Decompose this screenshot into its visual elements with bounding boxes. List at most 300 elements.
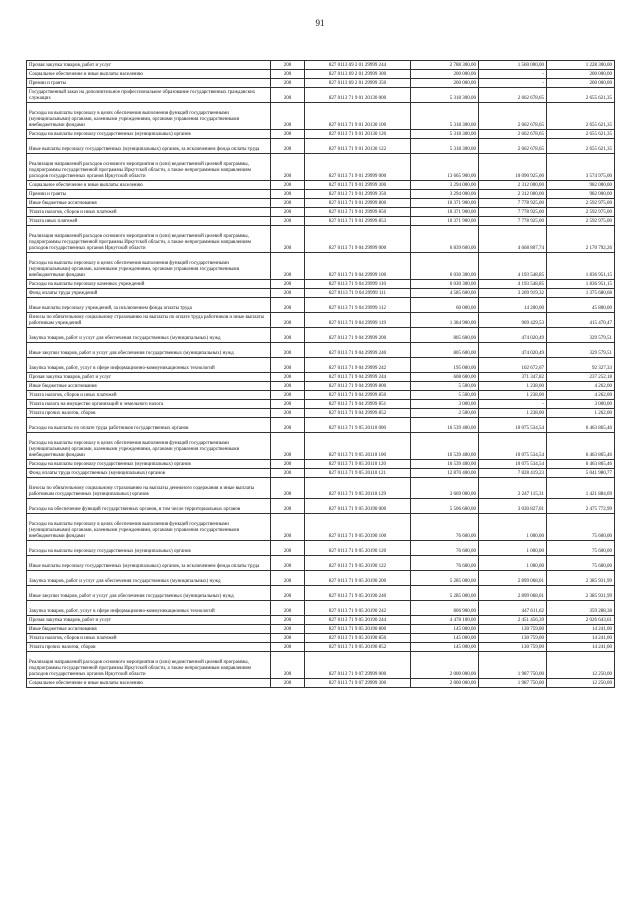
row-executed: 102 672,67 — [479, 358, 547, 373]
row-approved: 195 000,00 — [411, 358, 479, 373]
row-executed: 1 000,00 — [479, 541, 547, 556]
row-executed: 130 759,00 — [479, 625, 547, 634]
row-budget-code: 827 0113 71 9 05 20190 122 — [305, 556, 411, 571]
row-line-code: 200 — [271, 70, 305, 79]
row-line-code: 200 — [271, 616, 305, 625]
table-row — [27, 391, 615, 400]
row-unexecuted: 5 041 980,77 — [547, 469, 615, 478]
row-executed: 2 662 678,65 — [479, 88, 547, 103]
table-row — [27, 499, 615, 514]
row-description: Расходы на выплаты персоналу государственных (муниципальных) органов — [27, 541, 271, 556]
table-row — [27, 139, 615, 154]
table-row — [27, 460, 615, 469]
page-number: 91 — [315, 18, 325, 28]
table-row — [27, 556, 615, 571]
row-unexecuted: 6 463 865,46 — [547, 418, 615, 433]
row-line-code: 200 — [271, 298, 305, 313]
row-line-code: 200 — [271, 556, 305, 571]
row-executed: 1 987 750,00 — [479, 679, 547, 688]
row-description: Иные бюджетные ассигнования — [27, 382, 271, 391]
row-budget-code: 827 0113 71 9 05 20190 852 — [305, 643, 411, 652]
row-line-code: 200 — [271, 391, 305, 400]
table-row — [27, 358, 615, 373]
row-unexecuted: 2 655 621,35 — [547, 139, 615, 154]
table-row — [27, 586, 615, 601]
row-line-code: 200 — [271, 400, 305, 409]
row-approved: 145 000,00 — [411, 643, 479, 652]
row-budget-code: 827 0113 71 9 05 20190 240 — [305, 586, 411, 601]
row-executed: 1 238,00 — [479, 391, 547, 400]
row-line-code: 200 — [271, 190, 305, 199]
table-row — [27, 433, 615, 460]
row-line-code: 200 — [271, 571, 305, 586]
row-approved: 10 371 900,00 — [411, 208, 479, 217]
row-approved: 4 478 100,00 — [411, 616, 479, 625]
row-approved: 145 000,00 — [411, 634, 479, 643]
row-unexecuted: 2 655 621,35 — [547, 103, 615, 130]
row-approved: 6 030 300,00 — [411, 280, 479, 289]
row-executed: 2 662 678,65 — [479, 130, 547, 139]
row-budget-code: 827 0113 71 9 04 29999 110 — [305, 280, 411, 289]
table-row — [27, 130, 615, 139]
row-executed: 4 668 807,74 — [479, 226, 547, 253]
row-approved: 1 384 900,00 — [411, 313, 479, 328]
row-budget-code: 827 0113 71 9 07 29999 000 — [305, 652, 411, 679]
table-row — [27, 328, 615, 343]
row-executed: 2 662 678,65 — [479, 139, 547, 154]
row-line-code: 200 — [271, 253, 305, 280]
table-row — [27, 199, 615, 208]
table-row — [27, 70, 615, 79]
row-executed: 10 075 534,54 — [479, 433, 547, 460]
row-description: Уплата налогов, сборов и иных платежей — [27, 208, 271, 217]
row-description: Социальное обеспечение и иные выплаты населению — [27, 679, 271, 688]
row-approved: 5 318 300,00 — [411, 88, 479, 103]
row-executed: - — [479, 400, 547, 409]
row-approved: 2 000 000,00 — [411, 679, 479, 688]
row-approved: 6 030 300,00 — [411, 253, 479, 280]
row-unexecuted: 45 800,00 — [547, 298, 615, 313]
row-budget-code: 827 0113 71 9 01 29999 000 — [305, 154, 411, 181]
row-description: Уплата налога на имущество организаций и земельного налога — [27, 400, 271, 409]
row-line-code: 200 — [271, 601, 305, 616]
row-line-code: 200 — [271, 181, 305, 190]
row-approved: 6 839 600,00 — [411, 226, 479, 253]
table-row — [27, 181, 615, 190]
table-row — [27, 382, 615, 391]
row-executed: 1 000,00 — [479, 556, 547, 571]
table-row — [27, 226, 615, 253]
table-row — [27, 634, 615, 643]
table-row — [27, 541, 615, 556]
row-line-code: 200 — [271, 61, 305, 70]
table-row — [27, 313, 615, 328]
table-row — [27, 103, 615, 130]
row-unexecuted: 329 579,51 — [547, 343, 615, 358]
row-description: Иные выплаты персоналу государственных (муниципальных) органов, за исключением фонда оплаты труда — [27, 139, 271, 154]
row-approved: 60 000,00 — [411, 298, 479, 313]
row-budget-code: 827 0113 71 9 05 20190 244 — [305, 616, 411, 625]
row-executed: 7 778 925,00 — [479, 199, 547, 208]
row-line-code: 200 — [271, 433, 305, 460]
row-description: Уплата налогов, сборов и иных платежей — [27, 634, 271, 643]
table-row — [27, 298, 615, 313]
row-executed: 3 209 919,32 — [479, 289, 547, 298]
row-budget-code: 827 0113 71 9 05 20190 800 — [305, 625, 411, 634]
row-description: Расходы на выплаты персоналу в целях обеспечения выполнения функций государственными (муниципальными) органами, казенными учреждениями, органами управления государственными внебюджетными фондами — [27, 253, 271, 280]
row-budget-code: 827 0113 71 9 01 29999 850 — [305, 208, 411, 217]
row-line-code: 200 — [271, 199, 305, 208]
row-line-code: 200 — [271, 478, 305, 499]
row-budget-code: 827 0113 69 2 01 29999 244 — [305, 61, 411, 70]
row-line-code: 200 — [271, 79, 305, 88]
row-executed: 10 075 534,54 — [479, 418, 547, 433]
row-description: Закупка товаров, работ, услуг в сфере информационно-коммуникационных технологий — [27, 358, 271, 373]
row-line-code: 200 — [271, 382, 305, 391]
row-budget-code: 827 0113 71 9 05 20110 121 — [305, 469, 411, 478]
table-row — [27, 190, 615, 199]
table-row — [27, 61, 615, 70]
row-line-code: 200 — [271, 679, 305, 688]
row-executed: 1 000,00 — [479, 514, 547, 541]
row-approved: 5 318 300,00 — [411, 130, 479, 139]
row-description: Уплата налогов, сборов и иных платежей — [27, 391, 271, 400]
row-description: Расходы на выплаты персоналу казенных учреждений — [27, 280, 271, 289]
row-approved: 5 500,00 — [411, 382, 479, 391]
row-description: Расходы на выплаты по оплате труда работников государственных органов — [27, 418, 271, 433]
row-description: Иные закупки товаров, работ и услуг для обеспечения государственных (муниципальных) нужд — [27, 343, 271, 358]
row-executed: 7 778 925,00 — [479, 208, 547, 217]
row-line-code: 200 — [271, 541, 305, 556]
row-description: Уплата прочих налогов, сборов — [27, 409, 271, 418]
row-description: Иные закупки товаров, работ и услуг для обеспечения государственных (муниципальных) нужд — [27, 586, 271, 601]
row-budget-code: 827 0113 71 9 07 29999 300 — [305, 679, 411, 688]
row-budget-code: 827 0113 71 9 01 20130 122 — [305, 139, 411, 154]
row-unexecuted: 3 000,00 — [547, 400, 615, 409]
row-approved: 76 600,00 — [411, 556, 479, 571]
row-line-code: 200 — [271, 634, 305, 643]
row-description: Иные выплаты персоналу учреждений, за исключением фонда оплаты труда — [27, 298, 271, 313]
row-line-code: 200 — [271, 130, 305, 139]
row-approved: 13 665 900,00 — [411, 154, 479, 181]
table-row — [27, 88, 615, 103]
row-approved: 5 500,00 — [411, 391, 479, 400]
row-unexecuted: 4 262,00 — [547, 382, 615, 391]
row-description: Фонд оплаты труда учреждений — [27, 289, 271, 298]
row-executed: 2 899 068,01 — [479, 571, 547, 586]
row-budget-code: 827 0113 71 9 05 20190 850 — [305, 634, 411, 643]
row-line-code: 200 — [271, 625, 305, 634]
row-unexecuted: 14 241,00 — [547, 634, 615, 643]
row-executed: 14 200,00 — [479, 298, 547, 313]
table-row — [27, 514, 615, 541]
row-line-code: 200 — [271, 328, 305, 343]
row-description: Расходы на выплаты персоналу в целях обеспечения выполнения функций государственными (муниципальными) органами, казенными учреждениями, органами управления государственными внебюджетными фондами — [27, 103, 271, 130]
row-line-code: 200 — [271, 358, 305, 373]
row-executed: 474 020,49 — [479, 343, 547, 358]
row-description: Расходы на выплаты персоналу в целях обеспечения выполнения функций государственными (муниципальными) органами, казенными учреждениями, органами управления государственными внебюджетными фондами — [27, 433, 271, 460]
row-description: Реализация направлений расходов основного мероприятия и (или) ведомственной целевой программы, подпрограммы государственной программы Иркутской области, а также непрограммным направлениям расходов государственных органов Иркутской области — [27, 226, 271, 253]
row-unexecuted: 14 241,00 — [547, 625, 615, 634]
row-executed: 2 899 068,01 — [479, 586, 547, 601]
row-executed: 2 312 000,00 — [479, 190, 547, 199]
row-executed: 1 987 750,00 — [479, 652, 547, 679]
row-description: Расходы на выплаты персоналу в целях обеспечения выполнения функций государственными (муниципальными) органами, казенными учреждениями, органами управления государственными внебюджетными фондами — [27, 514, 271, 541]
row-unexecuted: 200 000,00 — [547, 79, 615, 88]
row-unexecuted: 92 327,33 — [547, 358, 615, 373]
row-budget-code: 827 0113 71 9 04 29999 852 — [305, 409, 411, 418]
table-row — [27, 409, 615, 418]
row-description: Расходы на выплаты персоналу государственных (муниципальных) органов — [27, 460, 271, 469]
row-executed: 474 020,49 — [479, 328, 547, 343]
row-approved: 5 285 000,00 — [411, 586, 479, 601]
row-approved: 200 000,00 — [411, 70, 479, 79]
row-unexecuted: 237 252,18 — [547, 373, 615, 382]
row-budget-code: 827 0113 71 9 05 20110 129 — [305, 478, 411, 499]
row-executed: 447 611,62 — [479, 601, 547, 616]
row-approved: 5 506 600,00 — [411, 499, 479, 514]
row-unexecuted: 6 463 865,46 — [547, 460, 615, 469]
row-unexecuted: 982 000,00 — [547, 190, 615, 199]
row-executed: 2 312 000,00 — [479, 181, 547, 190]
row-line-code: 200 — [271, 586, 305, 601]
budget-table — [26, 60, 615, 688]
row-line-code: 200 — [271, 652, 305, 679]
row-executed: 130 759,00 — [479, 643, 547, 652]
row-unexecuted: 359 288,38 — [547, 601, 615, 616]
row-unexecuted: 2 026 643,61 — [547, 616, 615, 625]
row-budget-code: 827 0113 71 9 05 20190 120 — [305, 541, 411, 556]
row-unexecuted: 14 241,00 — [547, 643, 615, 652]
row-unexecuted: 1 375 680,68 — [547, 289, 615, 298]
row-budget-code: 827 0113 71 9 01 20130 100 — [305, 103, 411, 130]
row-executed: 10 090 925,00 — [479, 154, 547, 181]
row-unexecuted: 2 385 931,99 — [547, 571, 615, 586]
row-approved: 16 539 400,00 — [411, 460, 479, 469]
row-executed: 4 193 548,85 — [479, 253, 547, 280]
row-budget-code: 827 0113 71 9 04 29999 850 — [305, 391, 411, 400]
row-approved: 805 600,00 — [411, 343, 479, 358]
row-description: Социальное обеспечение и иные выплаты населению — [27, 181, 271, 190]
table-row — [27, 400, 615, 409]
row-budget-code: 827 0113 71 9 05 20190 200 — [305, 571, 411, 586]
row-approved: 12 870 400,00 — [411, 469, 479, 478]
row-budget-code: 827 0113 71 9 05 20110 000 — [305, 418, 411, 433]
row-budget-code: 827 0113 71 9 01 29999 300 — [305, 181, 411, 190]
row-executed: 2 662 678,65 — [479, 103, 547, 130]
row-approved: 3 669 000,00 — [411, 478, 479, 499]
row-line-code: 200 — [271, 226, 305, 253]
row-line-code: 200 — [271, 103, 305, 130]
table-row — [27, 289, 615, 298]
row-line-code: 200 — [271, 469, 305, 478]
row-unexecuted: 75 600,00 — [547, 556, 615, 571]
row-approved: 16 539 400,00 — [411, 433, 479, 460]
table-row — [27, 478, 615, 499]
table-row — [27, 652, 615, 679]
row-line-code: 200 — [271, 154, 305, 181]
row-unexecuted: 415 470,47 — [547, 313, 615, 328]
table-row — [27, 616, 615, 625]
row-unexecuted: 2 655 621,35 — [547, 130, 615, 139]
row-unexecuted: 2 592 975,00 — [547, 199, 615, 208]
row-budget-code: 827 0113 71 9 04 29999 200 — [305, 328, 411, 343]
row-line-code: 200 — [271, 280, 305, 289]
row-description: Реализация направлений расходов основного мероприятия и (или) ведомственной целевой программы, подпрограммы государственной программы Иркутской области, а также непрограммным направлениям расходов государственных органов Иркутской области — [27, 154, 271, 181]
row-approved: 3 000,00 — [411, 400, 479, 409]
row-budget-code: 827 0113 71 9 04 29999 851 — [305, 400, 411, 409]
row-approved: 2 500,00 — [411, 409, 479, 418]
row-executed: 3 030 827,01 — [479, 499, 547, 514]
row-approved: 3 294 000,00 — [411, 190, 479, 199]
row-approved: 806 900,00 — [411, 601, 479, 616]
row-description: Прочая закупка товаров, работ и услуг — [27, 373, 271, 382]
table-row — [27, 418, 615, 433]
table-row — [27, 373, 615, 382]
row-budget-code: 827 0113 71 9 04 29999 000 — [305, 226, 411, 253]
row-unexecuted: 3 574 975,00 — [547, 154, 615, 181]
row-line-code: 200 — [271, 208, 305, 217]
table-row — [27, 79, 615, 88]
row-line-code: 200 — [271, 343, 305, 358]
row-description: Премии и гранты — [27, 190, 271, 199]
row-unexecuted: 982 000,00 — [547, 181, 615, 190]
row-description: Социальное обеспечение и иные выплаты населению — [27, 70, 271, 79]
row-unexecuted: 12 250,00 — [547, 652, 615, 679]
row-budget-code: 827 0113 71 9 05 20190 100 — [305, 514, 411, 541]
row-approved: 5 318 300,00 — [411, 139, 479, 154]
row-budget-code: 827 0113 71 9 05 20110 120 — [305, 460, 411, 469]
row-approved: 76 600,00 — [411, 514, 479, 541]
row-description: Прочая закупка товаров, работ и услуг — [27, 61, 271, 70]
row-unexecuted: 1 836 951,15 — [547, 253, 615, 280]
row-line-code: 200 — [271, 418, 305, 433]
row-budget-code: 827 0113 69 2 01 29999 300 — [305, 70, 411, 79]
row-budget-code: 827 0113 71 9 04 29999 800 — [305, 382, 411, 391]
row-unexecuted: 2 170 792,26 — [547, 226, 615, 253]
row-line-code: 200 — [271, 217, 305, 226]
table-row — [27, 469, 615, 478]
row-approved: 200 000,00 — [411, 79, 479, 88]
row-description: Закупка товаров, работ и услуг для обеспечения государственных (муниципальных) нужд — [27, 571, 271, 586]
row-budget-code: 827 0113 71 9 01 29999 800 — [305, 199, 411, 208]
row-unexecuted: 2 592 975,00 — [547, 217, 615, 226]
row-description: Фонд оплаты труда государственных (муниципальных) органов — [27, 469, 271, 478]
row-executed: 7 828 419,23 — [479, 469, 547, 478]
row-approved: 3 294 000,00 — [411, 181, 479, 190]
row-executed: - — [479, 79, 547, 88]
row-unexecuted: 2 655 621,35 — [547, 88, 615, 103]
table-row — [27, 253, 615, 280]
row-executed: 371 347,82 — [479, 373, 547, 382]
row-description: Прочая закупка товаров, работ и услуг — [27, 616, 271, 625]
row-approved: 5 285 000,00 — [411, 571, 479, 586]
row-unexecuted: 12 250,00 — [547, 679, 615, 688]
table-row — [27, 280, 615, 289]
row-budget-code: 827 0113 71 9 05 20190 000 — [305, 499, 411, 514]
row-line-code: 200 — [271, 499, 305, 514]
row-unexecuted: 2 475 772,99 — [547, 499, 615, 514]
row-line-code: 200 — [271, 373, 305, 382]
row-description: Взносы по обязательному социальному страхованию на выплаты денежного содержания и иные выплаты работникам государственных (муниципальных) органов — [27, 478, 271, 499]
table-row — [27, 601, 615, 616]
table-row — [27, 208, 615, 217]
row-unexecuted: 1 836 951,15 — [547, 280, 615, 289]
row-budget-code: 827 0113 71 9 04 29999 111 — [305, 289, 411, 298]
row-line-code: 200 — [271, 88, 305, 103]
row-executed: 1 238,00 — [479, 409, 547, 418]
row-executed: 1 238,00 — [479, 382, 547, 391]
row-approved: 805 600,00 — [411, 328, 479, 343]
row-unexecuted: 2 592 975,00 — [547, 208, 615, 217]
row-budget-code: 827 0113 71 9 04 29999 242 — [305, 358, 411, 373]
row-budget-code: 827 0113 71 9 05 20110 100 — [305, 433, 411, 460]
row-executed: 969 429,53 — [479, 313, 547, 328]
row-budget-code: 827 0113 71 9 04 29999 119 — [305, 313, 411, 328]
row-budget-code: 827 0113 71 9 04 29999 100 — [305, 253, 411, 280]
row-description: Премии и гранты — [27, 79, 271, 88]
row-approved: 608 600,00 — [411, 373, 479, 382]
row-budget-code: 827 0113 71 9 01 20130 120 — [305, 130, 411, 139]
table-row — [27, 154, 615, 181]
row-description: Расходы на обеспечение функций государственных органов, в том числе территориальных органов — [27, 499, 271, 514]
row-description: Расходы на выплаты персоналу государственных (муниципальных) органов — [27, 130, 271, 139]
row-executed: 1 560 000,00 — [479, 61, 547, 70]
row-approved: 10 371 900,00 — [411, 199, 479, 208]
table-row — [27, 643, 615, 652]
row-unexecuted: 2 385 931,99 — [547, 586, 615, 601]
row-executed: - — [479, 70, 547, 79]
row-executed: 2 451 456,39 — [479, 616, 547, 625]
row-approved: 2 788 300,00 — [411, 61, 479, 70]
row-approved: 5 318 300,00 — [411, 103, 479, 130]
row-approved: 4 585 600,00 — [411, 289, 479, 298]
table-row — [27, 343, 615, 358]
row-executed: 4 193 548,85 — [479, 280, 547, 289]
row-description: Взносы по обязательному социальному страхованию на выплаты по оплате труда работников и иные выплаты работникам учреждений — [27, 313, 271, 328]
table-row — [27, 217, 615, 226]
row-budget-code: 827 0113 71 9 04 29999 244 — [305, 373, 411, 382]
table-row — [27, 625, 615, 634]
row-line-code: 200 — [271, 460, 305, 469]
row-unexecuted: 1 262,00 — [547, 409, 615, 418]
row-budget-code: 827 0113 71 9 01 20130 000 — [305, 88, 411, 103]
row-approved: 16 539 400,00 — [411, 418, 479, 433]
row-budget-code: 827 0113 71 9 01 29999 853 — [305, 217, 411, 226]
row-description: Иные бюджетные ассигнования — [27, 199, 271, 208]
row-budget-code: 827 0113 71 9 01 29999 350 — [305, 190, 411, 199]
row-description: Уплата прочих налогов, сборов — [27, 643, 271, 652]
row-budget-code: 827 0113 71 9 04 29999 240 — [305, 343, 411, 358]
row-budget-code: 827 0113 71 9 04 29999 112 — [305, 298, 411, 313]
row-approved: 76 600,00 — [411, 541, 479, 556]
row-line-code: 200 — [271, 313, 305, 328]
row-executed: 7 778 925,00 — [479, 217, 547, 226]
row-unexecuted: 329 579,51 — [547, 328, 615, 343]
table-row — [27, 679, 615, 688]
row-unexecuted: 75 600,00 — [547, 541, 615, 556]
row-executed: 130 759,00 — [479, 634, 547, 643]
row-line-code: 200 — [271, 643, 305, 652]
row-description: Реализация направлений расходов основного мероприятия и (или) ведомственной целевой программы, подпрограммы государственной программы Иркутской области, а также непрограммным направлениям расходов государственных органов Иркутской области — [27, 652, 271, 679]
row-executed: 10 075 534,54 — [479, 460, 547, 469]
table-row — [27, 571, 615, 586]
row-unexecuted: 4 262,00 — [547, 391, 615, 400]
row-approved: 2 000 000,00 — [411, 652, 479, 679]
row-budget-code: 827 0113 71 9 05 20190 242 — [305, 601, 411, 616]
row-budget-code: 827 0113 69 2 01 29999 350 — [305, 79, 411, 88]
row-description: Иные выплаты персоналу государственных (муниципальных) органов, за исключением фонда оплаты труда — [27, 556, 271, 571]
